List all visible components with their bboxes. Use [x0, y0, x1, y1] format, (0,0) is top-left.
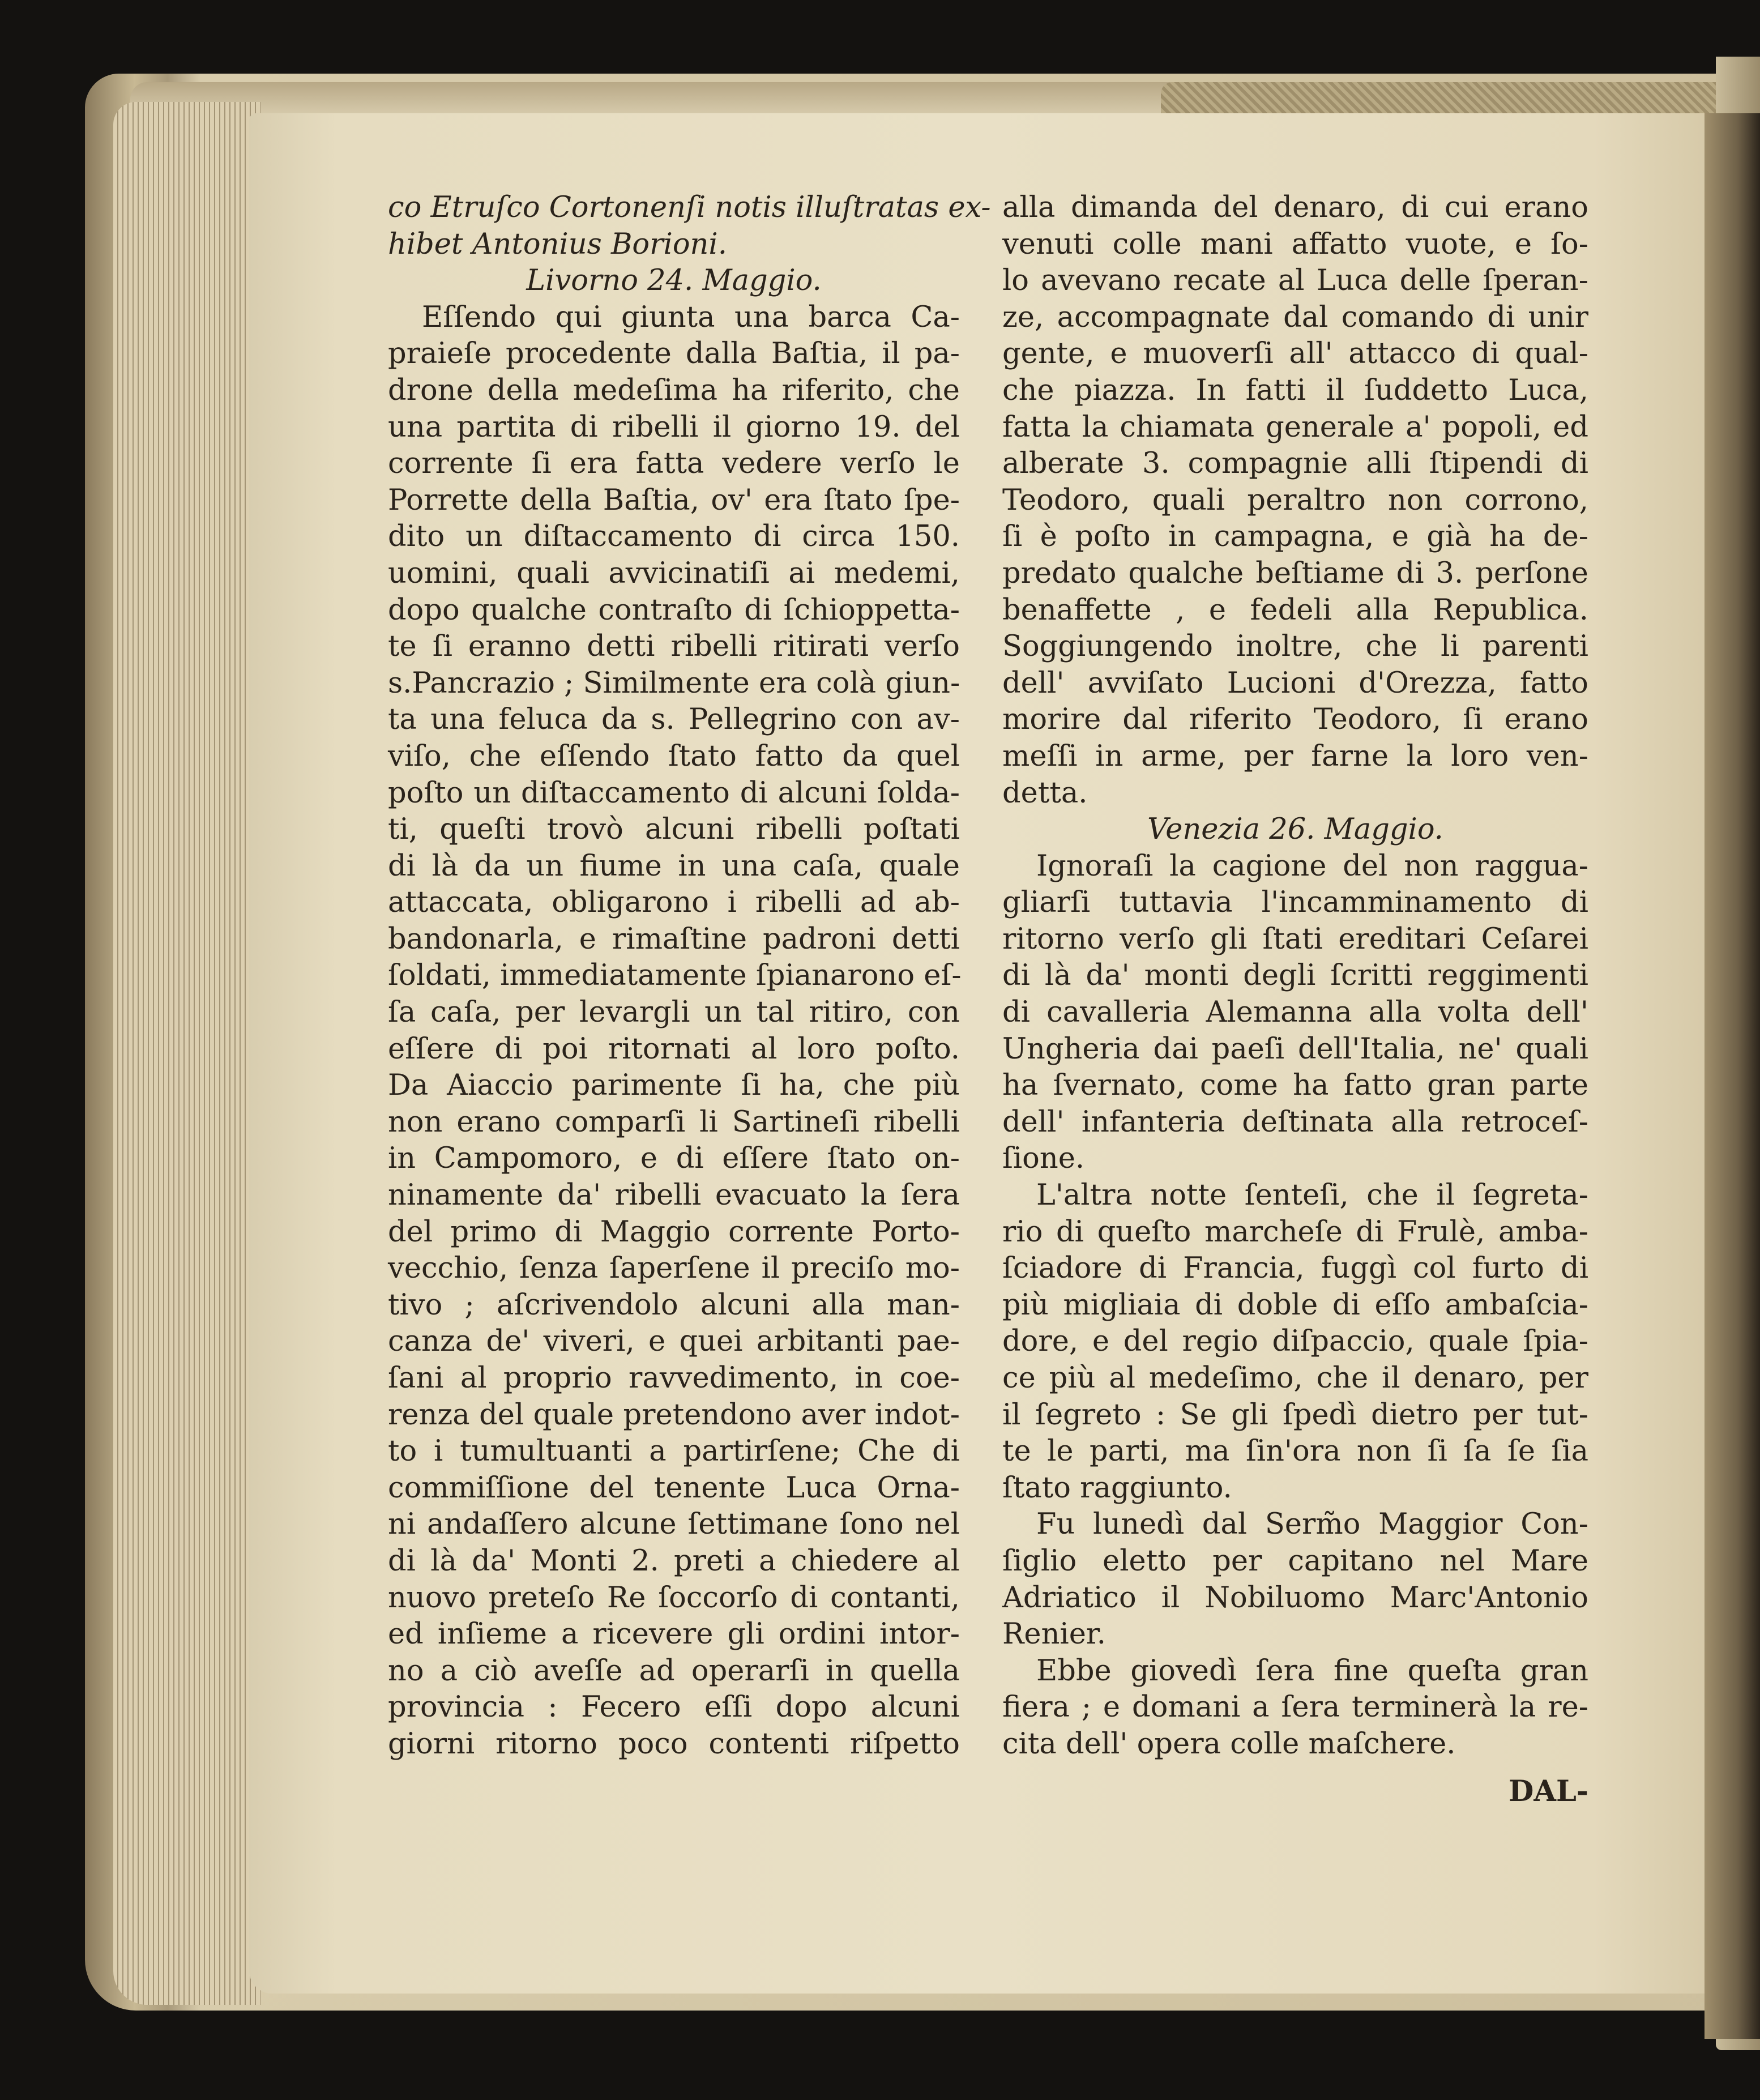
- text-line: di là da' monti degli ſcritti reggimenti: [1002, 959, 1588, 993]
- page-fore-edges: [113, 102, 260, 2005]
- text-line: no a ciò aveſſe ad operarſi in quella: [388, 1654, 960, 1688]
- text-line: dell' avviſato Lucioni d'Orezza, fatto: [1002, 666, 1588, 700]
- text-line: Da Aiaccio parimente ſi ha, che più: [388, 1069, 960, 1103]
- text-line: di là da' Monti 2. preti a chiedere al: [388, 1544, 960, 1578]
- right-body-part1: [1002, 190, 1588, 812]
- text-line: rio di queſto marcheſe di Frulè, amba-: [1002, 1215, 1588, 1249]
- text-line: morire dal riferito Teodoro, ſi erano: [1002, 703, 1588, 737]
- text-line: te le parti, ma ſin'ora non ſi ſa ſe ſia: [1002, 1435, 1588, 1469]
- text-line: non erano comparſi li Sartineſi ribelli: [388, 1105, 960, 1139]
- text-line: ſani al proprio ravvedimento, in coe-: [388, 1361, 960, 1395]
- text-line: bandonarla, e rimaſtine padroni detti: [388, 922, 960, 956]
- text-line: Renier.: [1002, 1617, 1106, 1651]
- text-line: dore, e del regio diſpaccio, quale ſpia-: [1002, 1325, 1588, 1359]
- text-line: che piazza. In fatti il ſuddetto Luca,: [1002, 373, 1588, 407]
- text-line: di cavalleria Alemanna alla volta dell': [1002, 996, 1588, 1030]
- text-line: alberate 3. compagnie alli ſtipendi di: [1002, 447, 1588, 481]
- text-line: attaccata, obligarono i ribelli ad ab-: [388, 886, 960, 920]
- text-line: s.Pancrazio ; Similmente era colà giun-: [388, 666, 960, 700]
- text-line: eſſere di poi ritornati al loro poſto.: [388, 1032, 960, 1066]
- text-line: Ignoraſi la cagione del non ragguа-: [1036, 849, 1588, 883]
- text-line: praieſe procedente dalla Baſtia, il pa-: [388, 337, 960, 371]
- text-line: benaffette , e fedeli alla Republica.: [1002, 593, 1588, 627]
- left-body: [388, 300, 960, 1763]
- text-line: una partita di ribelli il giorno 19. del: [388, 410, 960, 444]
- text-line: to i tumultuanti a partirſene; Che di: [388, 1435, 960, 1469]
- text-line: commiſſione del tenente Luca Orna-: [388, 1471, 960, 1505]
- text-line: predato qualche beſtiame di 3. perſone: [1002, 556, 1588, 590]
- left-column: [388, 190, 991, 1763]
- text-line: ninamente da' ribelli evacuato la ſera: [388, 1179, 960, 1213]
- text-line: Fu lunedì dal Serm̃o Maggior Con-: [1036, 1508, 1588, 1542]
- text-line: Adriatico il Nobiluomo Marc'Antonio: [1002, 1581, 1588, 1615]
- intro-line: hibet Antonius Borioni.: [388, 227, 727, 261]
- text-line: fiera ; e domani a ſera terminerà la re-: [1002, 1691, 1588, 1725]
- text-line: più migliaia di doble di eſſo ambaſcia-: [1002, 1288, 1588, 1322]
- text-line: ſione.: [1002, 1142, 1085, 1176]
- text-line: uomini, quali avvicinatiſi ai medemi,: [388, 556, 960, 590]
- text-line: fatta la chiamata generale a' popoli, ed: [1002, 410, 1588, 444]
- text-line: ti, queſti trovò alcuni ribelli poſtati: [388, 813, 960, 847]
- text-line: gliarſi tuttavia l'incamminamento di: [1002, 886, 1588, 920]
- text-line: canza de' viveri, e quei arbitanti pae-: [388, 1325, 960, 1359]
- catchword: DAL-: [1509, 1774, 1588, 1808]
- text-line: ritorno verſo gli ſtati ereditari Ceſarei: [1002, 922, 1588, 956]
- right-body-part2: [1002, 848, 1588, 1763]
- text-line: viſo, che eſſendo ſtato fatto da quel: [388, 739, 960, 773]
- text-line: provincia : Fecero eſſi dopo alcuni: [388, 1691, 960, 1725]
- right-column: [1002, 190, 1588, 1809]
- text-line: ſa caſa, per levargli un tal ritiro, con: [388, 996, 960, 1030]
- text-line: giorni ritorno poco contenti riſpetto: [388, 1727, 960, 1761]
- text-line: vecchio, ſenza ſaperſene il preciſo mo-: [388, 1252, 960, 1286]
- text-line: te ſi eranno detti ribelli ritirati verſo: [388, 630, 960, 664]
- dateline-heading-livorno: Livorno 24. Maggio.: [526, 264, 822, 298]
- text-line: Teodoro, quali peraltro non corrono,: [1002, 483, 1588, 517]
- text-line: corrente ſi era fatta vedere verſo le: [388, 447, 960, 481]
- text-line: renza del quale pretendono aver indot-: [388, 1398, 960, 1432]
- text-line: ſciadore di Francia, fuggì col furto di: [1002, 1252, 1588, 1286]
- text-line: meſſi in arme, per farne la loro ven-: [1002, 739, 1588, 773]
- text-line: lo avevano recate al Luca delle ſperan-: [1002, 264, 1588, 298]
- text-line: drone della medeſima ha riferito, che: [388, 373, 960, 407]
- text-line: gente, e muoverſi all' attacco di qual-: [1002, 337, 1588, 371]
- text-line: ſiglio eletto per capitano nel Mare: [1002, 1544, 1588, 1578]
- text-line: dopo qualche contraſto di ſchioppetta-: [388, 593, 960, 627]
- text-line: Ebbe giovedì ſera fine queſta gran: [1036, 1654, 1588, 1688]
- text-line: ce più al medeſimo, che il denaro, per: [1002, 1361, 1588, 1395]
- text-line: di là da un fiume in una caſa, quale: [388, 849, 960, 883]
- text-line: ni andaſſero alcune ſettimane ſono nel: [388, 1508, 960, 1542]
- text-line: poſto un diſtaccamento di alcuni ſolda-: [388, 776, 960, 810]
- book-gutter: [1705, 113, 1760, 2039]
- text-line: cita dell' opera colle maſchere.: [1002, 1727, 1456, 1761]
- text-line: nuovo preteſo Re ſoccorſo di contanti,: [388, 1581, 960, 1615]
- text-line: detta.: [1002, 776, 1088, 810]
- text-line: L'altra notte ſenteſi, che il ſegreta-: [1036, 1179, 1588, 1213]
- text-line: tivo ; aſcrivendolo alcuni alla man-: [388, 1288, 960, 1322]
- text-line: in Campomoro, e di eſſere ſtato on-: [388, 1142, 960, 1176]
- text-line: dito un diſtaccamento di circa 150.: [388, 520, 960, 554]
- text-line: venuti colle mani affatto vuote, e ſo-: [1002, 227, 1588, 261]
- dateline-heading-venezia: Venezia 26. Maggio.: [1147, 813, 1443, 847]
- text-line: Soggiungendo inoltre, che li parenti: [1002, 630, 1588, 664]
- intro-line: co Etruſco Cortonenſi notis illuſtratas ex-: [388, 191, 991, 224]
- text-line: il ſegreto : Se gli ſpedì dietro per tut-: [1002, 1398, 1588, 1432]
- text-line: Ungheria dai paeſi dell'Italia, ne' quali: [1002, 1032, 1588, 1066]
- text-line: ze, accompagnate dal comando di unir: [1002, 300, 1588, 334]
- text-line: ſoldati, immediatamente ſpianarono eſ-: [388, 959, 962, 993]
- text-line: del primo di Maggio corrente Porto-: [388, 1215, 960, 1249]
- text-line: ſtato raggiunto.: [1002, 1471, 1232, 1505]
- text-line: ed inſieme a ricevere gli ordini intor-: [388, 1617, 960, 1651]
- text-line: ſi è poſto in campagna, e già ha de-: [1002, 520, 1588, 554]
- text-line: ta una feluca da s. Pellegrino con av-: [388, 703, 960, 737]
- text-line: alla dimanda del denaro, di cui erano: [1002, 191, 1588, 224]
- text-line: Eſſendo qui giunta una barca Ca-: [422, 300, 960, 334]
- text-line: ha ſvernato, come ha fatto gran parte: [1002, 1069, 1588, 1103]
- text-line: dell' infanteria deſtinata alla retroceſ-: [1002, 1105, 1588, 1139]
- text-line: Porrette della Baſtia, ov' era ſtato ſpe-: [388, 483, 960, 517]
